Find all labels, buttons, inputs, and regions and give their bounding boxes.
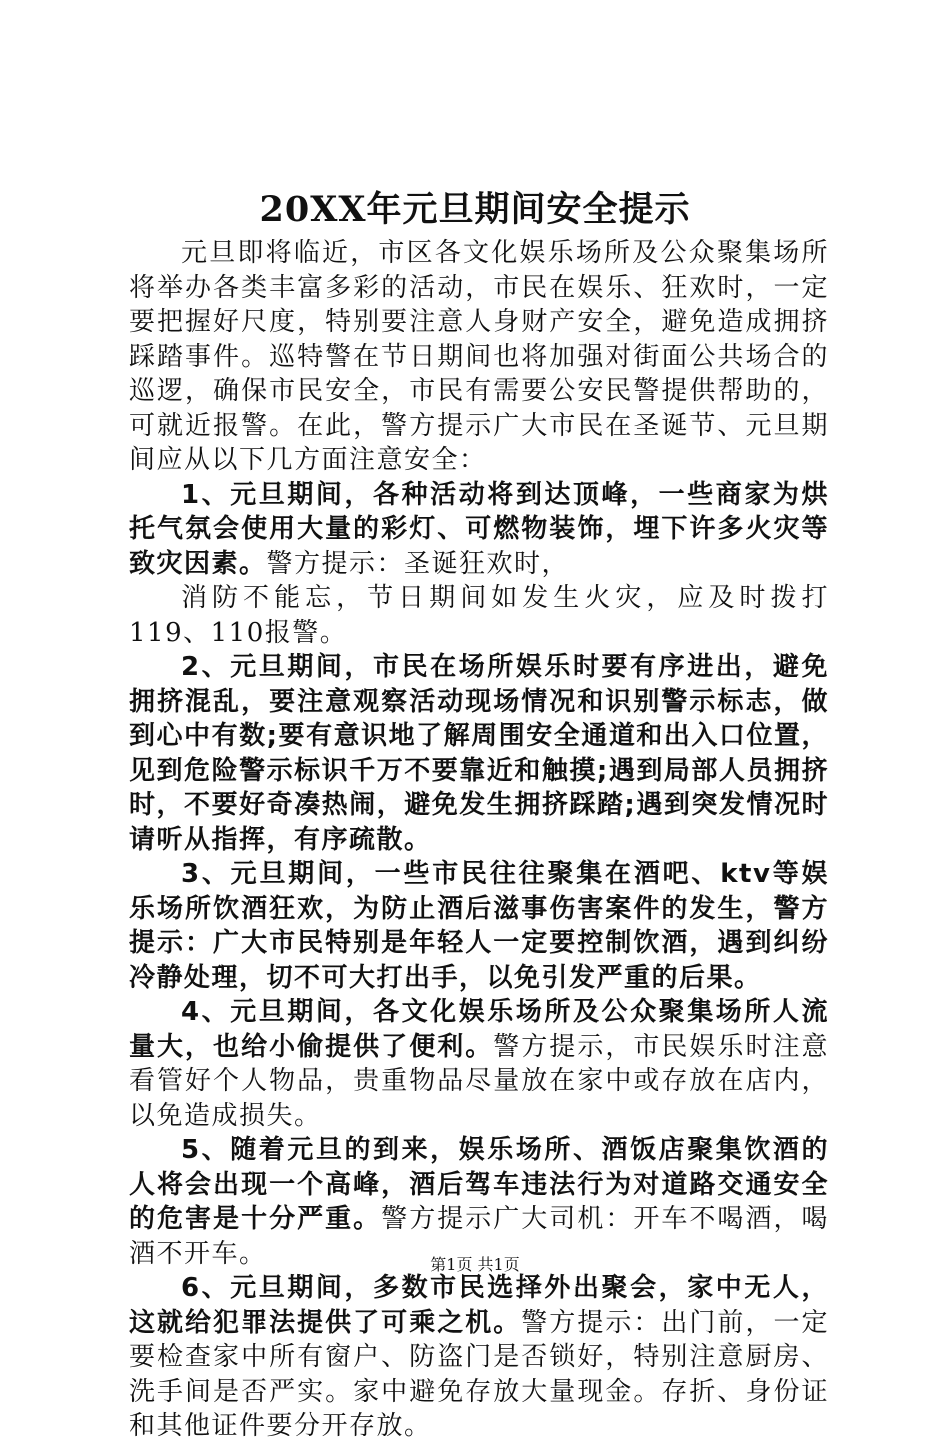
- item-6-paragraph: [129, 1271, 829, 1444]
- item-6-text: 警方提示：出门前，一定要检查家中所有窗户、防盗门是否锁好，特别注意厨房、洗手间是否严实。家中避免存放大量现金。存折、身份证和其他证件要分开存放。: [129, 1307, 829, 1441]
- item-2-paragraph: [129, 650, 829, 857]
- item-4-paragraph: [129, 995, 829, 1133]
- item-5-paragraph: [129, 1133, 829, 1271]
- item-4-heading: 4、元旦期间，各文化娱乐场所及公众聚集场所人流量大，也给小偷提供了便利。: [129, 997, 829, 1062]
- item-4-text: 警方提示，市民娱乐时注意看管好个人物品，贵重物品尽量放在家中或存放在店内，以免造成损失。: [129, 1031, 829, 1131]
- item-1-paragraph: [129, 478, 829, 582]
- intro-paragraph: 元旦即将临近，市区各文化娱乐场所及公众聚集场所将举办各类丰富多彩的活动，市民在娱乐、狂欢时，一定要把握好尺度，特别要注意人身财产安全，避免造成拥挤踩踏事件。巡特警在节日期间也将加强对街面公共场合的巡逻，确保市民安全，市民有需要公安民警提供帮助的，可就近报警。在此，警方提示广大市民在圣诞节、元旦期间应从以下几方面注意安全：: [129, 238, 829, 475]
- item-1-text: 警方提示：圣诞狂欢时，: [266, 548, 570, 579]
- item-1-heading: 1、元旦期间，各种活动将到达顶峰，一些商家为烘托气氛会使用大量的彩灯、可燃物装饰，埋下许多火灾等致灾因素。: [129, 479, 829, 579]
- item-3-text: 3、元旦期间，一些市民往往聚集在酒吧、ktv等娱乐场所饮酒狂欢，为防止酒后滋事伤害案件的发生，警方提示：广大市民特别是年轻人一定要控制饮酒，遇到纠纷冷静处理，切不可大打出手，以免引发严重的后果。: [129, 859, 829, 993]
- item-6-heading: 6、元旦期间，多数市民选择外出聚会，家中无人，这就给犯罪法提供了可乘之机。: [129, 1273, 829, 1338]
- item-3-paragraph: [129, 857, 829, 995]
- item-5-text: 警方提示广大司机：开车不喝酒，喝酒不开车。: [129, 1204, 829, 1269]
- item-2-text: 2、元旦期间，市民在场所娱乐时要有序进出，避免拥挤混乱，要注意观察活动现场情况和识别警示标志，做到心中有数;要有意识地了解周围安全通道和出入口位置，见到危险警示标识千万不要靠近和触摸;遇到局部人员拥挤时，不要好奇凑热闹，避免发生拥挤踩踏;遇到突发情况时请听从指挥，有序疏散。: [129, 652, 829, 855]
- document-title: 20XX年元旦期间安全提示: [259, 189, 691, 230]
- item-1-continued: 消防不能忘，节日期间如发生火灾，应及时拨打119、110报警。: [129, 583, 829, 648]
- item-5-heading: 5、随着元旦的到来，娱乐场所、酒饭店聚集饮酒的人将会出现一个高峰，酒后驾车违法行为对道路交通安全的危害是十分严重。: [129, 1135, 829, 1234]
- page-footer: 第1页 共1页: [430, 1255, 520, 1274]
